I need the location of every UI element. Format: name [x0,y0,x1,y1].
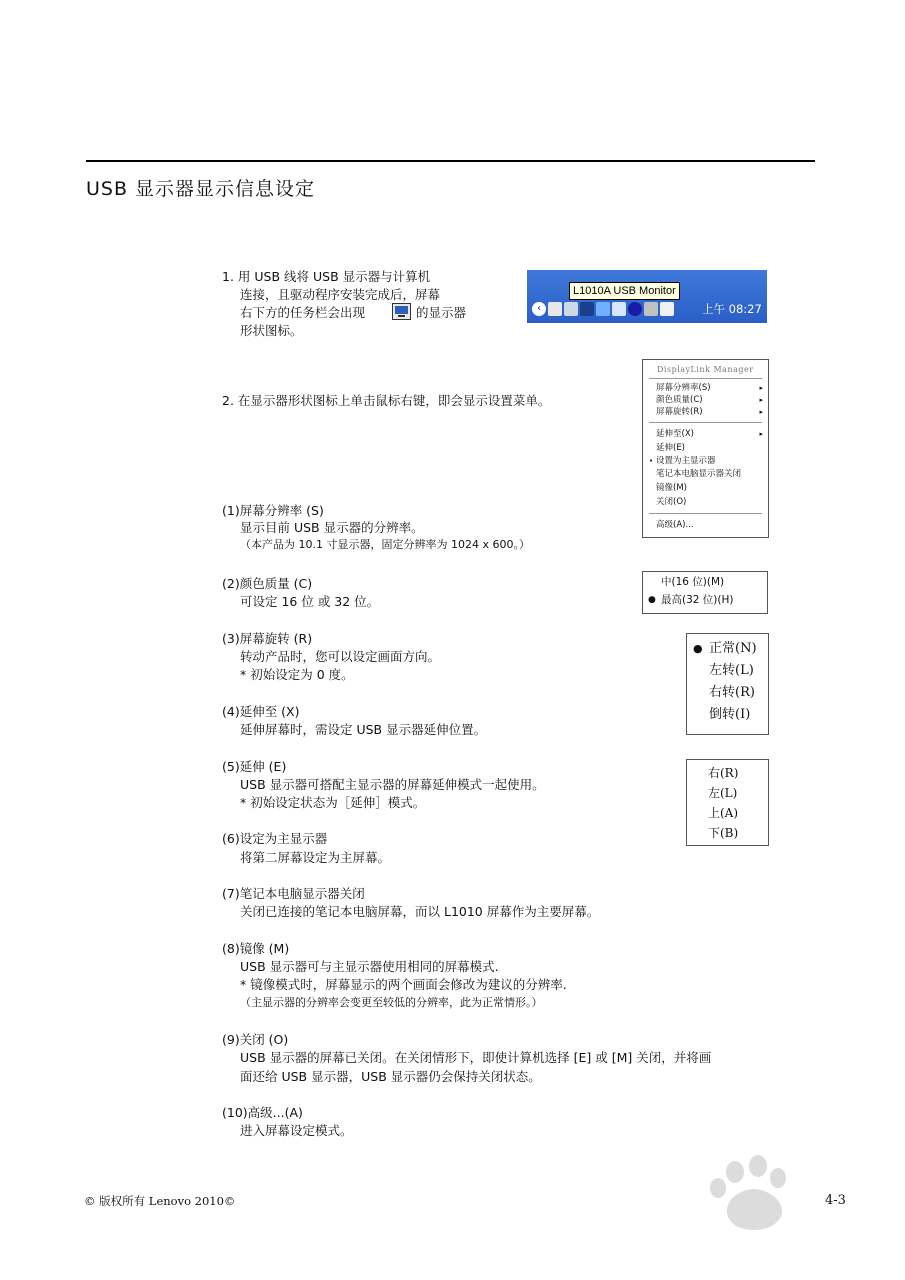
menu-item-set-primary[interactable]: 设置为主显示器 [656,456,716,466]
step-2-line-1: 2. 在显示器形状图标上单击鼠标右键，即会显示设置菜单。 [222,393,551,408]
tray-icons [532,300,674,318]
step-1-line-1: 1. 用 USB 线将 USB 显示器与计算机 [222,269,431,284]
menu-separator [649,513,762,514]
section-2-head: (2)颜色质量 (C) [222,576,313,591]
section-1-line-1: 显示目前 USB 显示器的分辨率。 [240,520,424,535]
submenu-item-bottom-pos[interactable]: 下(B) [708,826,739,840]
section-8-line-3: （主显示器的分辨率会变更至较低的分辨率，此为正常情形。） [240,996,543,1009]
submenu-arrow-icon: ▸ [759,408,763,416]
display-tray-icon[interactable] [660,302,674,316]
step-1-line-3: 右下方的任务栏会出现 [240,305,366,320]
device-icon[interactable] [612,302,626,316]
submenu-arrow-icon: ▸ [759,396,763,404]
section-5-head: (5)延伸 (E) [222,759,287,774]
menu-item-advanced[interactable]: 高级(A)... [656,520,694,530]
monitor-tray-icon[interactable] [548,302,562,316]
submenu-item-16bit[interactable]: 中(16 位)(M) [661,576,725,588]
section-7-head: (7)笔记本电脑显示器关闭 [222,886,365,901]
page-title: USB 显示器显示信息设定 [86,178,316,200]
signal-icon[interactable] [580,302,594,316]
menu-item-resolution[interactable]: 屏幕分辨率(S) [656,383,711,393]
section-10-head: (10)高级...(A) [222,1105,303,1120]
color-quality-submenu [642,571,768,614]
footer-copyright: © 版权所有 Lenovo 2010© [84,1194,236,1208]
section-8-head: (8)镜像 (M) [222,941,290,956]
section-3-head: (3)屏幕旋转 (R) [222,631,313,646]
taskbar-clock: 上午 08:27 [702,302,762,316]
rotation-submenu [686,633,769,735]
selected-dot-icon: ● [693,642,703,655]
submenu-arrow-icon: ▸ [759,430,763,438]
menu-title: DisplayLink Manager [657,365,754,374]
header-rule [86,160,815,162]
step-1-inline-suffix: 的显示器 [416,305,467,320]
menu-item-mirror[interactable]: 镜像(M) [656,483,687,493]
submenu-item-invert[interactable]: 倒转(I) [709,707,751,722]
section-9-head: (9)关闭 (O) [222,1032,289,1047]
section-1-head: (1)屏幕分辨率 (S) [222,503,324,518]
network-icon[interactable] [564,302,578,316]
submenu-item-top-pos[interactable]: 上(A) [708,806,739,820]
selected-dot-icon: • [649,457,654,465]
submenu-arrow-icon: ▸ [759,384,763,392]
section-4-line-1: 延伸屏幕时，需设定 USB 显示器延伸位置。 [240,722,487,737]
monitor-icon [392,303,411,320]
bluetooth-icon[interactable] [628,302,642,316]
section-7-line-1: 关闭已连接的笔记本电脑屏幕，而以 L1010 屏幕作为主要屏幕。 [240,904,600,919]
selected-dot-icon: ● [648,595,656,605]
section-1-line-2: （本产品为 10.1 寸显示器，固定分辨率为 1024 x 600。） [240,538,530,551]
section-9-line-1: USB 显示器的屏幕已关闭。在关闭情形下，即使计算机选择 [E] 或 [M] 关闭，并将画 [240,1050,712,1065]
baidu-paw-watermark-icon [640,1150,815,1265]
section-3-line-1: 转动产品时，您可以设定画面方向。 [240,649,441,664]
submenu-item-right[interactable]: 右转(R) [709,685,755,700]
menu-item-off[interactable]: 关闭(O) [656,497,687,507]
section-8-line-2: * 镜像模式时，屏幕显示的两个画面会修改为建议的分辨率. [240,977,567,992]
submenu-item-32bit[interactable]: 最高(32 位)(H) [661,594,734,606]
step-1-line-2: 连接，且驱动程序安装完成后，屏幕 [240,287,441,302]
menu-item-color-quality[interactable]: 颜色质量(C) [656,395,703,405]
audio-wave-icon[interactable] [596,302,610,316]
section-5-line-2: * 初始设定状态为［延伸］模式。 [240,795,426,810]
extend-direction-submenu [686,759,769,846]
step-1-line-4: 形状图标。 [240,323,303,338]
menu-item-extend-to[interactable]: 延伸至(X) [656,429,694,439]
submenu-item-normal[interactable]: 正常(N) [709,641,757,656]
submenu-item-left[interactable]: 左转(L) [709,663,754,678]
section-9-line-2: 面还给 USB 显示器，USB 显示器仍会保持关闭状态。 [240,1069,541,1084]
section-5-line-1: USB 显示器可搭配主显示器的屏幕延伸模式一起使用。 [240,777,545,792]
tray-expand-icon[interactable]: ‹ [532,302,546,316]
menu-item-notebook-off[interactable]: 笔记本电脑显示器关闭 [656,469,742,479]
submenu-item-right-pos[interactable]: 右(R) [708,766,739,780]
section-2-line-1: 可设定 16 位 或 32 位。 [240,594,380,609]
section-10-line-1: 进入屏幕设定模式。 [240,1123,353,1138]
submenu-item-left-pos[interactable]: 左(L) [708,786,738,800]
page-number: 4-3 [825,1193,846,1208]
section-3-line-2: * 初始设定为 0 度。 [240,667,354,682]
menu-separator [649,378,762,379]
displaylink-menu [642,359,769,538]
menu-item-rotation[interactable]: 屏幕旋转(R) [656,407,703,417]
taskbar-tooltip: L1010A USB Monitor [569,282,680,300]
section-8-line-1: USB 显示器可与主显示器使用相同的屏幕模式. [240,959,499,974]
settings-tray-icon[interactable] [644,302,658,316]
menu-separator [649,422,762,423]
section-6-line-1: 将第二屏幕设定为主屏幕。 [240,850,391,865]
menu-item-extend[interactable]: 延伸(E) [656,443,686,453]
section-4-head: (4)延伸至 (X) [222,704,300,719]
section-6-head: (6)设定为主显示器 [222,831,328,846]
